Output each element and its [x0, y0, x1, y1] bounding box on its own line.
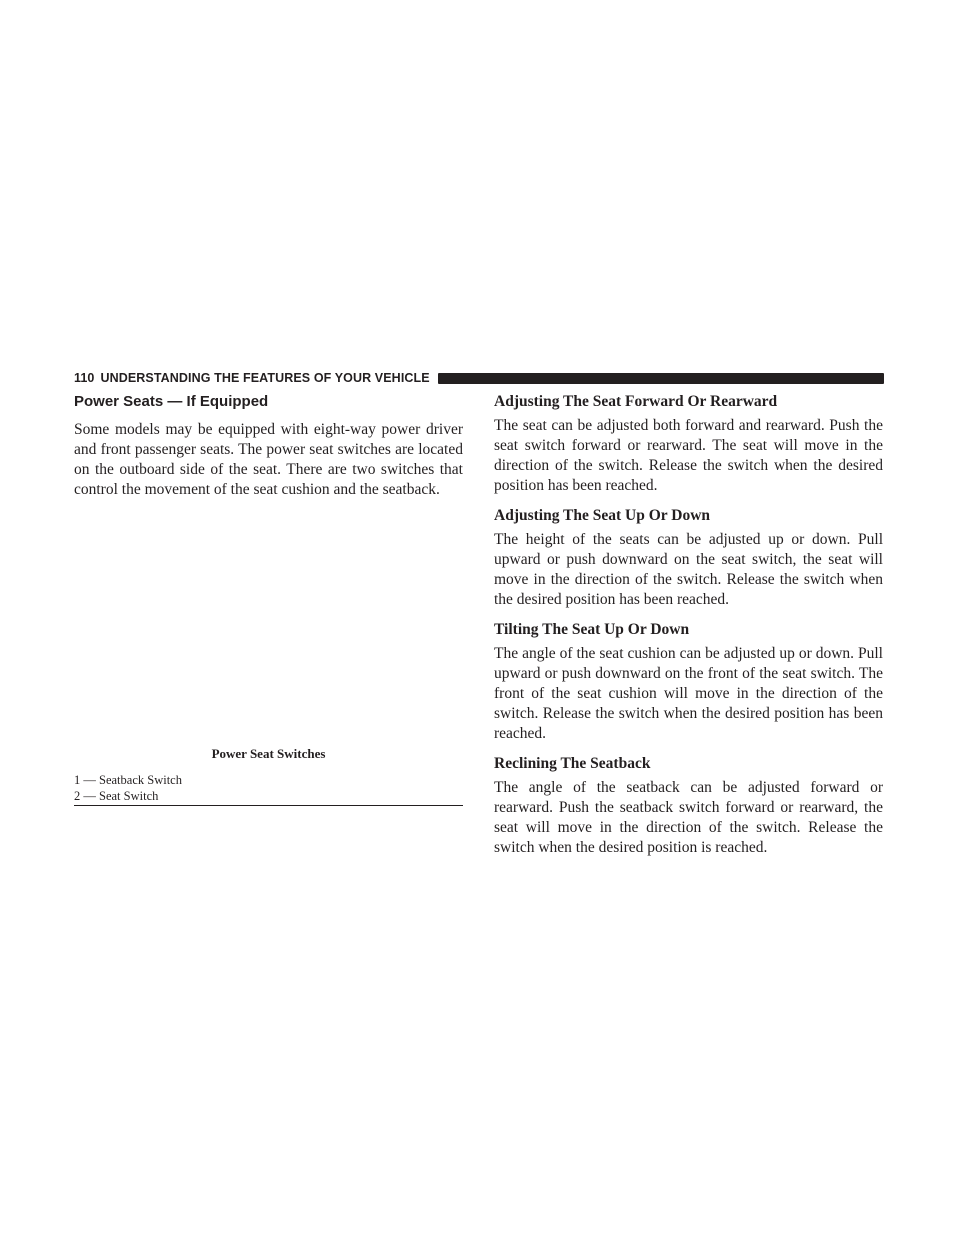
legend-item-seatback-switch: 1 — Seatback Switch [74, 773, 182, 787]
legend-item-seat-switch: 2 — Seat Switch [74, 789, 159, 803]
section-heading: Power Seats — If Equipped [74, 393, 269, 410]
section-reclining [494, 754, 883, 858]
page-header [74, 370, 884, 386]
right-column [494, 392, 883, 868]
subsection-heading: Adjusting The Seat Forward Or Rearward [494, 393, 778, 410]
subsection-text: The angle of the seat cushion can be adjusted up or down. Pull upward or push downward on the front of the seat switch. The front of the seat cushion will move in the direction of the switch. Release the switch when the desired position has been reached. [494, 645, 883, 742]
subsection-heading: Tilting The Seat Up Or Down [494, 621, 690, 638]
legend-divider [74, 805, 463, 806]
figure-legend [74, 772, 463, 804]
subsection-text: The height of the seats can be adjusted up or down. Pull upward or push downward on the seat switch, the seat will move in the direction of the switch. Release the switch when the desired position has been reached. [494, 531, 883, 608]
subsection-text: The angle of the seatback can be adjusted forward or rearward. Push the seatback switch forward or rearward, the seat will move in the direction of the switch. Release the switch when the desired position is reached. [494, 779, 883, 856]
figure-image-area [74, 525, 463, 735]
subsection-heading: Adjusting The Seat Up Or Down [494, 507, 711, 524]
header-rule-bar [438, 373, 884, 384]
section-tilting [494, 620, 883, 744]
figure-caption: Power Seat Switches [211, 746, 326, 761]
section-forward-rearward [494, 392, 883, 496]
intro-paragraph: Some models may be equipped with eight-way power driver and front passenger seats. The power seat switches are located on the outboard side of the seat. There are two switches that control the movement of the seat cushion and the seatback. [74, 421, 463, 498]
subsection-heading: Reclining The Seatback [494, 755, 651, 772]
page-number: 110 [74, 371, 95, 385]
left-column [74, 392, 463, 510]
chapter-title: UNDERSTANDING THE FEATURES OF YOUR VEHICLE [100, 371, 430, 385]
subsection-text: The seat can be adjusted both forward and rearward. Push the seat switch forward or rearward. The seat will move in the direction of the switch. Release the switch when the desired position has been reached. [494, 417, 883, 494]
section-up-down [494, 506, 883, 610]
